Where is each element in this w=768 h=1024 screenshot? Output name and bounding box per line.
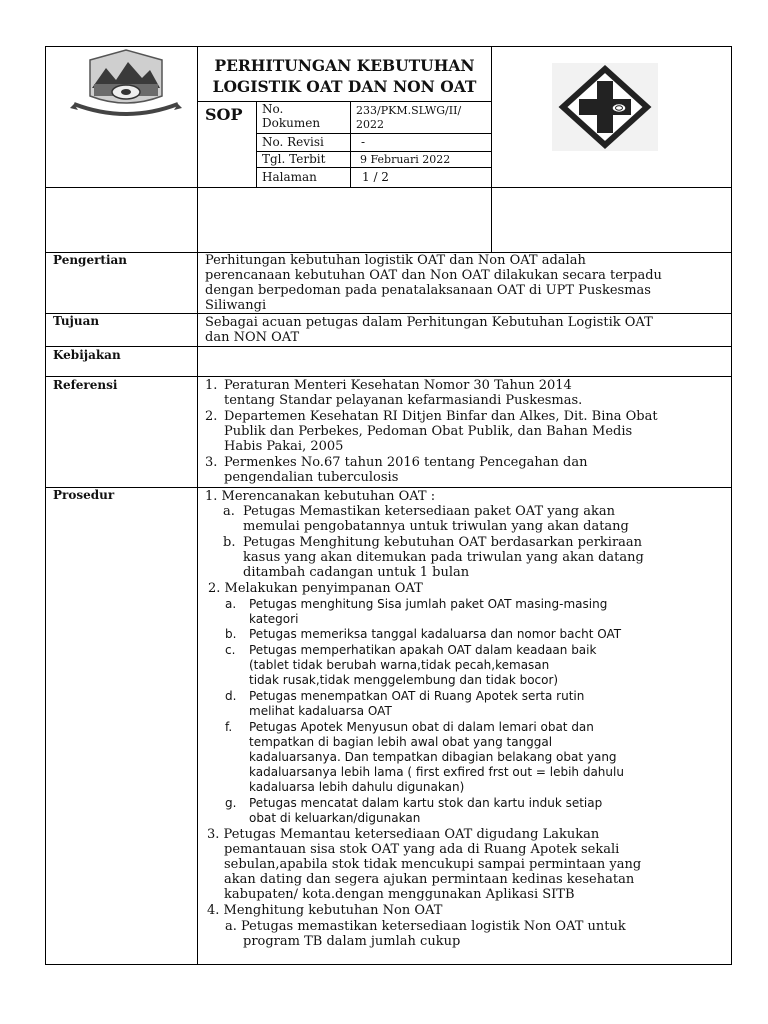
prosedur-step-2f-line: kadaluarsanya. Dan tempatkan dibagian belakang obat yang (249, 750, 617, 764)
pengertian-line: dengan berpedoman pada penatalaksanaan OAT di UPT Puskesmas (205, 283, 651, 298)
no-dokumen-label-2: Dokumen (262, 116, 321, 130)
prosedur-step-3-line: akan dating dan segera ajukan permintaan kedinas kesehatan (224, 872, 635, 887)
document-title-line2: LOGISTIK OAT DAN NON OAT (212, 77, 477, 96)
prosedur-label: Prosedur (53, 488, 115, 502)
row-line-header-mid (45, 187, 732, 188)
prosedur-step-2a-line: kategori (249, 612, 299, 626)
prosedur-step-3-line: pemantauan sisa stok OAT yang ada di Ruang Apotek sekali (224, 842, 620, 857)
border-left (45, 46, 46, 965)
no-revisi-label: No. Revisi (262, 135, 324, 149)
prosedur-step-1a-line: Petugas Memastikan ketersediaan paket OAT yang akan (243, 504, 615, 519)
prosedur-step-3-line: 3. Petugas Memantau ketersediaan OAT digudang Lakukan (207, 827, 600, 842)
prosedur-step-2f-line: Petugas Apotek Menyusun obat di dalam lemari obat dan (249, 720, 594, 734)
prosedur-step-2b-line: Petugas memeriksa tanggal kadaluarsa dan nomor bacht OAT (249, 627, 622, 641)
prosedur-step-1b-line: Petugas Menghitung kebutuhan OAT berdasarkan perkiraan (243, 535, 643, 550)
tujuan-label: Tujuan (53, 314, 100, 328)
tujuan-line: Sebagai acuan petugas dalam Perhitungan Kebutuhan Logistik OAT (205, 315, 653, 330)
meta-row-3 (256, 167, 492, 168)
prosedur-step-2g-line: obat di keluarkan/digunakan (249, 811, 421, 825)
prosedur-step-4: 4. Menghitung kebutuhan Non OAT (207, 903, 443, 918)
prosedur-step-1b-line: ditambah cadangan untuk 1 bulan (243, 565, 470, 580)
pengertian-line: perencanaan kebutuhan OAT dan Non OAT dilakukan secara terpadu (205, 268, 662, 283)
no-dokumen-value-2: 2022 (356, 118, 384, 131)
halaman-label: Halaman (262, 170, 317, 184)
prosedur-step-1a-line: memulai pengobatannya untuk triwulan yang akan datang (243, 519, 629, 534)
referensi-item-line: Publik dan Perbekes, Pedoman Obat Publik, dan Bahan Medis (224, 424, 633, 439)
prosedur-step-2: 2. Melakukan penyimpanan OAT (208, 581, 423, 596)
prosedur-step-2c-line: (tablet tidak berubah warna,tidak pecah,kemasan (249, 658, 550, 672)
referensi-item-num: 2. (205, 409, 218, 424)
document-title-line1: PERHITUNGAN KEBUTUHAN (214, 56, 475, 75)
row-line-pengertian-end (45, 313, 732, 314)
prosedur-step-2f-line: tempatkan di bagian lebih awal obat yang tanggal (249, 735, 553, 749)
document-title (198, 55, 491, 97)
prosedur-step-2g-line: Petugas mencatat dalam kartu stok dan kartu induk setiap (249, 796, 603, 810)
referensi-item-line: pengendalian tuberculosis (224, 470, 399, 485)
no-revisi-value: - (361, 135, 366, 149)
col-divider-label (197, 46, 198, 965)
kebijakan-label: Kebijakan (53, 348, 121, 362)
prosedur-step-2d-line: Petugas menempatkan OAT di Ruang Apotek serta rutin (249, 689, 585, 703)
row-line-kebijakan-end (45, 376, 732, 377)
prosedur-step-1b-line: kasus yang akan ditemukan pada triwulan yang akan datang (243, 550, 644, 565)
border-top (45, 46, 732, 47)
prosedur-step-4a-line: a. Petugas memastikan ketersediaan logistik Non OAT untuk (225, 919, 626, 934)
tujuan-line: dan NON OAT (205, 330, 300, 345)
referensi-item-line: Habis Pakai, 2005 (224, 439, 344, 454)
regency-emblem-icon (70, 48, 182, 126)
prosedur-step-2f-mark: f. (225, 720, 233, 734)
pengertian-line: Siliwangi (205, 298, 267, 313)
meta-top-line (197, 101, 492, 102)
prosedur-step-2d-mark: d. (225, 689, 237, 703)
prosedur-step-2c-line: tidak rusak,tidak menggelembung dan tidak bocor) (249, 673, 559, 687)
pengertian-label: Pengertian (53, 253, 128, 267)
referensi-item-line: Permenkes No.67 tahun 2016 tentang Pencegahan dan (224, 455, 588, 470)
prosedur-step-1: 1. Merencanakan kebutuhan OAT : (205, 489, 436, 504)
prosedur-step-4a-line: program TB dalam jumlah cukup (243, 934, 461, 949)
prosedur-step-2c-mark: c. (225, 643, 236, 657)
prosedur-step-2a-line: Petugas menghitung Sisa jumlah paket OAT masing-masing (249, 597, 608, 611)
pengertian-line: Perhitungan kebutuhan logistik OAT dan Non OAT adalah (205, 253, 586, 268)
prosedur-step-2f-line: kadaluarsa lebih dahulu digunakan) (249, 780, 465, 794)
halaman-value: 1 / 2 (362, 170, 389, 184)
prosedur-step-1b-mark: b. (223, 535, 236, 550)
border-bottom (45, 964, 732, 965)
referensi-item-num: 1. (205, 378, 218, 393)
meta-col-1 (256, 101, 257, 187)
prosedur-step-1a-mark: a. (223, 504, 235, 519)
tgl-terbit-label: Tgl. Terbit (262, 152, 326, 166)
meta-col-2 (350, 101, 351, 187)
referensi-item-num: 3. (205, 455, 218, 470)
referensi-item-line: tentang Standar pelayanan kefarmasiandi Puskesmas. (224, 393, 583, 408)
prosedur-step-2f-line: kadaluarsanya lebih lama ( first exfired frst out = lebih dahulu (249, 765, 624, 779)
col-divider-header-right (491, 46, 492, 253)
border-right (731, 46, 732, 965)
prosedur-step-2g-mark: g. (225, 796, 237, 810)
row-line-referensi-end (45, 487, 732, 488)
sop-label: SOP (205, 105, 243, 124)
no-dokumen-label-1: No. (262, 102, 284, 116)
prosedur-step-3-line: sebulan,apabila stok tidak mencukupi sampai permintaan yang (224, 857, 642, 872)
prosedur-step-2a-mark: a. (225, 597, 237, 611)
referensi-item-line: Peraturan Menteri Kesehatan Nomor 30 Tahun 2014 (224, 378, 572, 393)
prosedur-step-2d-line: melihat kadaluarsa OAT (249, 704, 392, 718)
meta-row-1 (256, 133, 492, 134)
tgl-terbit-value: 9 Februari 2022 (360, 153, 451, 166)
row-line-tujuan-end (45, 346, 732, 347)
prosedur-step-2b-mark: b. (225, 627, 237, 641)
puskesmas-cross-icon (552, 63, 658, 151)
prosedur-step-3-line: kabupaten/ kota.dengan menggunakan Aplikasi SITB (224, 887, 575, 902)
no-dokumen-value-1: 233/PKM.SLWG/II/ (356, 104, 462, 117)
prosedur-step-2c-line: Petugas memperhatikan apakah OAT dalam keadaan baik (249, 643, 597, 657)
referensi-label: Referensi (53, 378, 118, 392)
referensi-item-line: Departemen Kesehatan RI Ditjen Binfar dan Alkes, Dit. Bina Obat (224, 409, 658, 424)
